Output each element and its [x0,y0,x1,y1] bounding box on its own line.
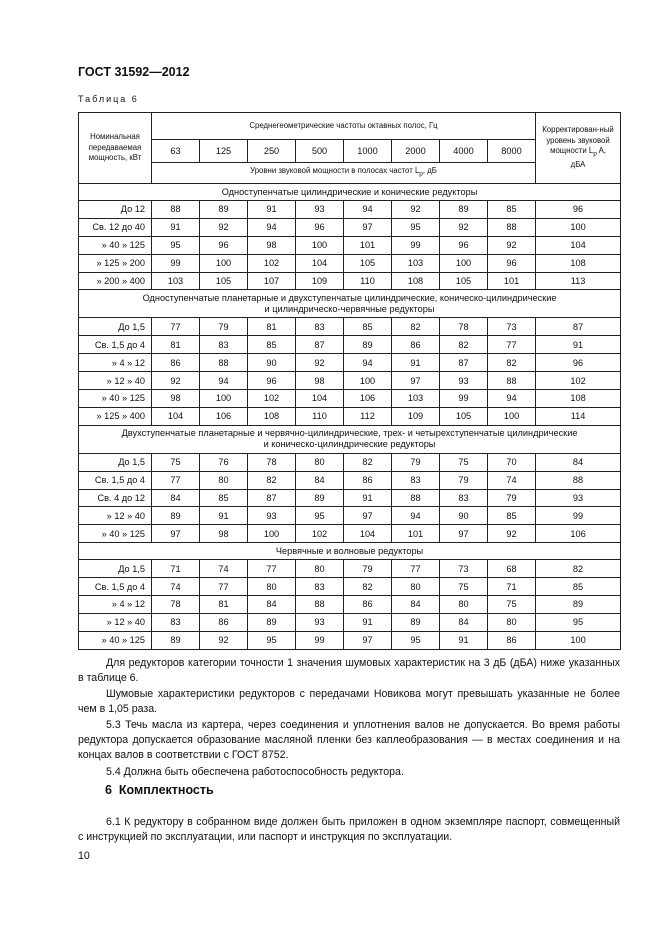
sound-level-cell: 108 [392,272,440,290]
frequency-header-cell: 4000 [440,140,488,163]
sound-level-cell: 94 [488,390,536,408]
sound-level-cell: 89 [296,489,344,507]
sound-level-cell: 85 [248,336,296,354]
sound-level-cell: 77 [152,318,200,336]
table-row [79,596,621,614]
sound-level-cell: 96 [296,218,344,236]
sound-level-cell: 85 [344,318,392,336]
table-row [79,201,621,219]
table-row [79,525,621,543]
sound-level-cell: 85 [200,489,248,507]
sound-level-cell: 79 [440,471,488,489]
sound-level-cell: 73 [488,318,536,336]
sound-level-cell: 89 [200,201,248,219]
noise-table [78,112,621,650]
table-row [79,354,621,372]
table-row [79,236,621,254]
corrected-level-cell: 104 [536,236,621,254]
sound-level-cell: 86 [488,631,536,649]
corrected-level-cell: 96 [536,354,621,372]
power-range-cell: » 12 » 40 [79,507,152,525]
table-row [79,372,621,390]
sound-level-cell: 104 [296,390,344,408]
sound-level-cell: 71 [152,560,200,578]
sound-level-cell: 107 [248,272,296,290]
sound-level-cell: 81 [248,318,296,336]
sound-level-cell: 89 [440,201,488,219]
power-range-cell: До 1,5 [79,560,152,578]
sound-level-cell: 97 [440,525,488,543]
sound-level-cell: 80 [488,613,536,631]
sound-level-cell: 98 [200,525,248,543]
power-range-cell: Св. 1,5 до 4 [79,471,152,489]
corrected-level-cell: 87 [536,318,621,336]
table-row [79,507,621,525]
sound-level-cell: 92 [488,236,536,254]
sound-level-cell: 100 [200,390,248,408]
sound-level-cell: 90 [248,354,296,372]
sound-level-cell: 101 [344,236,392,254]
sound-level-cell: 96 [440,236,488,254]
sound-level-cell: 108 [248,407,296,425]
power-range-cell: Св. 4 до 12 [79,489,152,507]
sound-level-cell: 105 [200,272,248,290]
sound-level-cell: 89 [152,631,200,649]
sound-level-cell: 84 [248,596,296,614]
sound-level-cell: 83 [392,471,440,489]
corrected-level-cell: 100 [536,218,621,236]
sound-level-cell: 95 [392,631,440,649]
sound-level-cell: 79 [200,318,248,336]
sound-level-cell: 77 [152,471,200,489]
sound-level-cell: 83 [152,613,200,631]
sound-level-cell: 97 [344,631,392,649]
corrected-level-cell: 106 [536,525,621,543]
sound-level-cell: 99 [440,390,488,408]
sound-level-cell: 81 [152,336,200,354]
sound-level-cell: 100 [440,254,488,272]
table-row [79,560,621,578]
frequency-header-cell: 125 [200,140,248,163]
sound-level-cell: 88 [392,489,440,507]
sound-level-cell: 112 [344,407,392,425]
sound-level-cell: 91 [440,631,488,649]
sound-level-cell: 77 [488,336,536,354]
table-row [79,453,621,471]
table-row [79,631,621,649]
sound-level-cell: 76 [200,453,248,471]
section-title-line: Одноступенчатые планетарные и двухступенчатые цилиндрические, коническо-цилиндрические [142,292,557,303]
section-title-line: и коническо-цилиндрические редукторы [263,439,436,450]
section-title: Комплектность [118,783,214,797]
header-corrected-unit: дБА [570,160,586,170]
sound-level-cell: 88 [200,354,248,372]
sound-level-cell: 109 [296,272,344,290]
sound-level-cell: 77 [392,560,440,578]
sound-level-cell: 100 [488,407,536,425]
page-number: 10 [78,850,90,862]
power-range-cell: До 12 [79,201,152,219]
sound-level-cell: 93 [296,201,344,219]
power-range-cell: » 12 » 40 [79,613,152,631]
sound-level-cell: 81 [200,596,248,614]
sound-level-cell: 86 [200,613,248,631]
power-range-cell: » 40 » 125 [79,390,152,408]
section-title-row [79,425,621,453]
paragraph-novikov: Шумовые характеристики редукторов с передачами Новикова могут превышать указанные не более чем в 1,05 раза. [78,688,620,715]
sound-level-cell: 78 [152,596,200,614]
corrected-level-cell: 113 [536,272,621,290]
sound-level-cell: 88 [296,596,344,614]
sound-level-cell: 87 [440,354,488,372]
sound-level-cell: 75 [440,578,488,596]
power-range-cell: До 1,5 [79,318,152,336]
sound-level-cell: 80 [296,453,344,471]
sound-level-cell: 100 [248,525,296,543]
section-title-row [79,184,621,201]
power-range-cell: Св. 12 до 40 [79,218,152,236]
sound-level-cell: 91 [200,507,248,525]
corrected-level-cell: 84 [536,453,621,471]
sound-level-cell: 104 [296,254,344,272]
sound-level-cell: 86 [344,596,392,614]
sound-level-cell: 88 [488,218,536,236]
sound-level-cell: 93 [440,372,488,390]
sound-level-cell: 70 [488,453,536,471]
table-row [79,390,621,408]
sound-level-cell: 105 [440,407,488,425]
power-range-cell: До 1,5 [79,453,152,471]
sound-level-cell: 82 [344,578,392,596]
corrected-level-cell: 91 [536,336,621,354]
sound-level-cell: 110 [344,272,392,290]
sound-level-cell: 84 [152,489,200,507]
sound-level-cell: 109 [392,407,440,425]
sound-level-cell: 101 [392,525,440,543]
sound-level-cell: 82 [344,453,392,471]
sound-level-cell: 91 [152,218,200,236]
sound-level-cell: 95 [248,631,296,649]
sound-level-cell: 80 [440,596,488,614]
corrected-level-cell: 96 [536,201,621,219]
section-title-line: Двухступенчатые планетарные и червячно-цилиндрические, трех- и четырехступенчатые цилиндрические [121,428,578,439]
sound-level-cell: 87 [248,489,296,507]
sound-level-cell: 74 [488,471,536,489]
corrected-level-cell: 108 [536,254,621,272]
corrected-level-cell: 95 [536,613,621,631]
sound-level-cell: 92 [152,372,200,390]
sound-level-cell: 74 [152,578,200,596]
sound-level-cell: 100 [344,372,392,390]
sound-level-cell: 86 [344,471,392,489]
sound-level-cell: 103 [392,390,440,408]
corrected-level-cell: 102 [536,372,621,390]
sound-level-cell: 88 [488,372,536,390]
table-row [79,613,621,631]
sound-level-cell: 73 [440,560,488,578]
sound-level-cell: 105 [440,272,488,290]
sound-level-cell: 91 [248,201,296,219]
header-frequencies: Среднегеометрические частоты октавных полос, Гц [152,113,536,140]
sound-level-cell: 79 [344,560,392,578]
sound-level-cell: 92 [200,631,248,649]
sound-level-cell: 106 [344,390,392,408]
sound-level-cell: 104 [344,525,392,543]
sound-level-cell: 80 [200,471,248,489]
sound-level-cell: 87 [296,336,344,354]
sound-level-cell: 96 [488,254,536,272]
corrected-level-cell: 82 [536,560,621,578]
frequency-header-cell: 2000 [392,140,440,163]
sound-level-cell: 78 [440,318,488,336]
section-title-line: Одноступенчатые цилиндрические и конические редукторы [221,186,478,197]
sound-level-cell: 77 [200,578,248,596]
sound-level-cell: 92 [296,354,344,372]
sound-level-cell: 100 [296,236,344,254]
sound-level-cell: 71 [488,578,536,596]
power-range-cell: » 4 » 12 [79,596,152,614]
power-range-cell: » 125 » 200 [79,254,152,272]
sound-level-cell: 92 [488,525,536,543]
sound-level-cell: 98 [152,390,200,408]
sound-level-cell: 85 [488,507,536,525]
sound-level-cell: 80 [248,578,296,596]
header-levels [152,163,536,184]
power-range-cell: » 40 » 125 [79,236,152,254]
sound-level-cell: 89 [248,613,296,631]
sound-level-cell: 95 [296,507,344,525]
table-row [79,471,621,489]
header-levels-unit: , дБ [422,165,437,175]
sound-level-cell: 85 [488,201,536,219]
sound-level-cell: 103 [152,272,200,290]
sound-level-cell: 98 [296,372,344,390]
header-corrected-mid: A, [596,146,606,156]
power-range-cell: » 200 » 400 [79,272,152,290]
header-corrected-sub: p [593,150,597,158]
sound-level-cell: 82 [248,471,296,489]
sound-level-cell: 89 [152,507,200,525]
sound-level-cell: 94 [392,507,440,525]
header-levels-text: Уровни звуковой мощности в полосах частот L [250,165,420,175]
table-row [79,407,621,425]
sound-level-cell: 97 [344,507,392,525]
sound-level-cell: 93 [248,507,296,525]
paragraph-6-1: 6.1 К редуктору в собранном виде должен быть приложен в одном экземпляре паспорт, совмещенный с инструкцией по эксплуатации, или паспорт и инструкция по эксплуатации. [78,816,620,843]
sound-level-cell: 68 [488,560,536,578]
sound-level-cell: 83 [296,318,344,336]
sound-level-cell: 97 [152,525,200,543]
sound-level-cell: 80 [296,560,344,578]
sound-level-cell: 97 [344,218,392,236]
sound-level-cell: 99 [152,254,200,272]
section-number: 6 [105,783,112,797]
table-row [79,218,621,236]
sound-level-cell: 102 [296,525,344,543]
document-header: ГОСТ 31592—2012 [78,65,190,79]
sound-level-cell: 97 [392,372,440,390]
section-title-row [79,290,621,318]
corrected-level-cell: 100 [536,631,621,649]
sound-level-cell: 106 [200,407,248,425]
corrected-level-cell: 93 [536,489,621,507]
sound-level-cell: 86 [392,336,440,354]
corrected-level-cell: 114 [536,407,621,425]
sound-level-cell: 88 [152,201,200,219]
sound-level-cell: 79 [392,453,440,471]
corrected-level-cell: 88 [536,471,621,489]
sound-level-cell: 94 [344,354,392,372]
sound-level-cell: 83 [296,578,344,596]
table-row [79,272,621,290]
sound-level-cell: 82 [392,318,440,336]
sound-level-cell: 78 [248,453,296,471]
corrected-level-cell: 99 [536,507,621,525]
table-row [79,318,621,336]
sound-level-cell: 92 [392,201,440,219]
paragraph-5-4: 5.4 Должна быть обеспечена работоспособность редуктора. [106,766,404,778]
header-corrected-text: Корректирован-ный уровень звуковой мощности L [542,125,614,156]
sound-level-cell: 83 [440,489,488,507]
frequency-header-cell: 63 [152,140,200,163]
power-range-cell: Св. 1,5 до 4 [79,578,152,596]
sound-level-cell: 105 [344,254,392,272]
sound-level-cell: 84 [392,596,440,614]
sound-level-cell: 77 [248,560,296,578]
header-corrected-level [536,113,621,184]
sound-level-cell: 99 [296,631,344,649]
table-caption: Таблица 6 [78,94,139,104]
sound-level-cell: 89 [392,613,440,631]
sound-level-cell: 91 [344,613,392,631]
sound-level-cell: 92 [200,218,248,236]
sound-level-cell: 110 [296,407,344,425]
corrected-level-cell: 85 [536,578,621,596]
sound-level-cell: 84 [296,471,344,489]
sound-level-cell: 84 [440,613,488,631]
sound-level-cell: 94 [200,372,248,390]
sound-level-cell: 82 [488,354,536,372]
power-range-cell: Св. 1,5 до 4 [79,336,152,354]
sound-level-cell: 100 [200,254,248,272]
table-row [79,254,621,272]
sound-level-cell: 79 [488,489,536,507]
frequency-header-cell: 8000 [488,140,536,163]
sound-level-cell: 95 [152,236,200,254]
paragraph-accuracy-class: Для редукторов категории точности 1 значения шумовых характеристик на 3 дБ (дБА) ниже указанных в таблице 6. [78,657,620,684]
sound-level-cell: 83 [200,336,248,354]
sound-level-cell: 75 [488,596,536,614]
table-row [79,578,621,596]
table-row [79,489,621,507]
section-title-row [79,543,621,560]
sound-level-cell: 92 [440,218,488,236]
power-range-cell: » 4 » 12 [79,354,152,372]
sound-level-cell: 75 [440,453,488,471]
sound-level-cell: 96 [248,372,296,390]
sound-level-cell: 91 [392,354,440,372]
section-title-line: и цилиндрическо-червячные редукторы [264,303,435,314]
sound-level-cell: 102 [248,390,296,408]
sound-level-cell: 74 [200,560,248,578]
sound-level-cell: 80 [392,578,440,596]
header-levels-sub: p [419,170,423,178]
section-title-line: Червячные и волновые редукторы [275,545,424,556]
sound-level-cell: 104 [152,407,200,425]
sound-level-cell: 98 [248,236,296,254]
sound-level-cell: 89 [344,336,392,354]
corrected-level-cell: 89 [536,596,621,614]
power-range-cell: » 40 » 125 [79,525,152,543]
header-power: Номинальная передаваемая мощность, кВт [79,113,152,184]
corrected-level-cell: 108 [536,390,621,408]
frequency-header-cell: 500 [296,140,344,163]
power-range-cell: » 125 » 400 [79,407,152,425]
sound-level-cell: 103 [392,254,440,272]
power-range-cell: » 12 » 40 [79,372,152,390]
sound-level-cell: 95 [392,218,440,236]
sound-level-cell: 82 [440,336,488,354]
section-heading [105,783,214,797]
sound-level-cell: 102 [248,254,296,272]
sound-level-cell: 101 [488,272,536,290]
sound-level-cell: 90 [440,507,488,525]
sound-level-cell: 94 [344,201,392,219]
sound-level-cell: 93 [296,613,344,631]
sound-level-cell: 86 [152,354,200,372]
frequency-header-cell: 250 [248,140,296,163]
sound-level-cell: 75 [152,453,200,471]
table-row [79,336,621,354]
sound-level-cell: 99 [392,236,440,254]
frequency-header-cell: 1000 [344,140,392,163]
sound-level-cell: 94 [248,218,296,236]
sound-level-cell: 96 [200,236,248,254]
paragraph-5-3: 5.3 Течь масла из картера, через соединения и уплотнения валов не допускается. Во время работы редуктора допускается образование масляной пленки без каплеобразования — в местах соединения и на концах валов в соответствии с ГОСТ 8752. [78,719,620,761]
power-range-cell: » 40 » 125 [79,631,152,649]
sound-level-cell: 91 [344,489,392,507]
